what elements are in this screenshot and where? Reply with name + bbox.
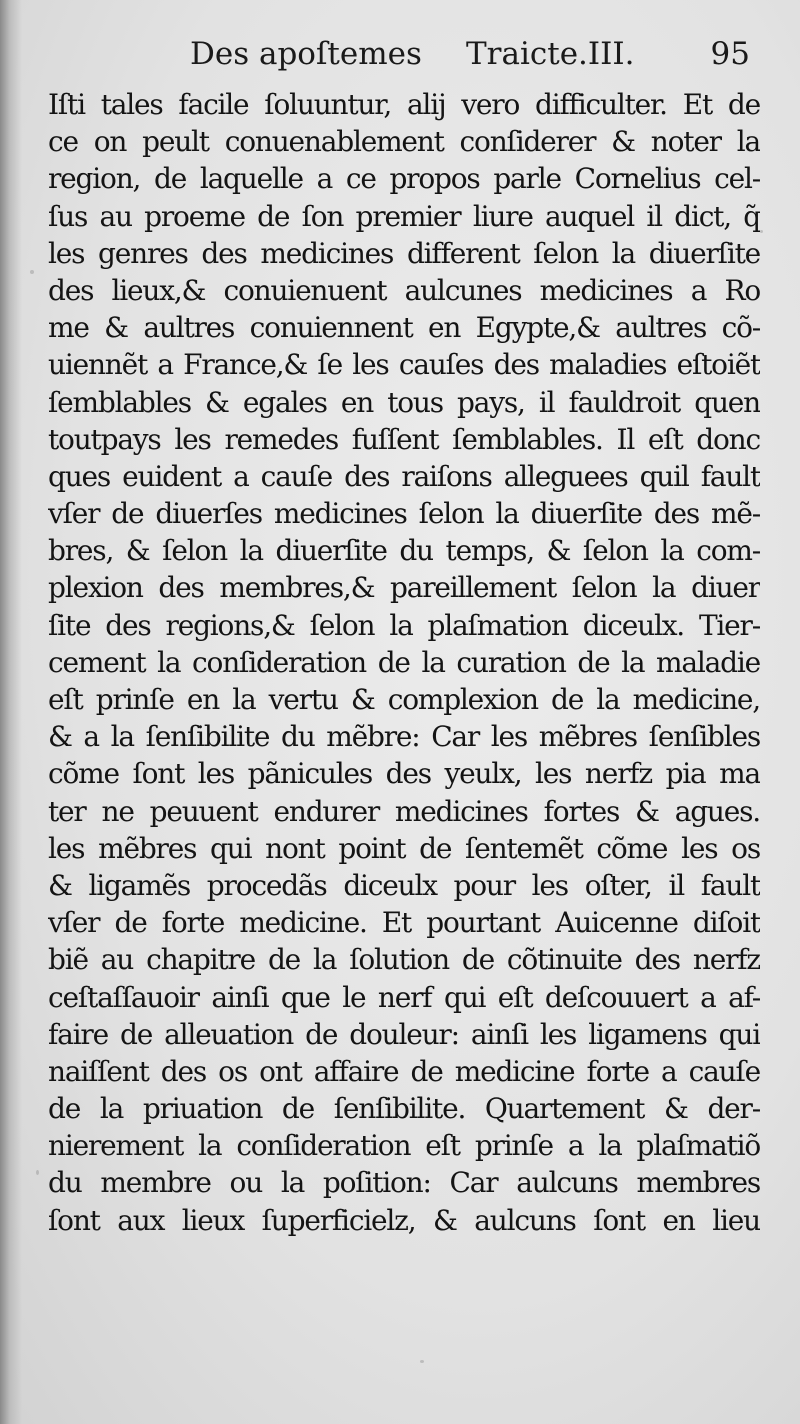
text-line: biẽ au chapitre de la ſolution de cõtinuite des nerfz bbox=[48, 943, 760, 977]
folio-number: 95 bbox=[710, 36, 750, 72]
text-line: ſont aux lieux ſuperficielz, & aulcuns ſont en lieu bbox=[48, 1203, 760, 1237]
text-line: bres, & ſelon la diuerſite du temps, & ſelon la com- bbox=[48, 534, 760, 568]
text-line: plexion des membres,& pareillement ſelon la diuer bbox=[48, 571, 760, 605]
binding-shadow bbox=[0, 0, 22, 1424]
text-line: Iſti tales facile ſoluuntur, alij vero difficulter. Et de bbox=[48, 88, 760, 121]
text-line: ſite des regions,& ſelon la plaſmation diceulx. Tier- bbox=[48, 608, 760, 642]
text-line: vſer de forte medicine. Et pourtant Auicenne diſoit bbox=[48, 906, 760, 940]
paper-speck bbox=[420, 1360, 424, 1363]
text-line: me & aultres conuiennent en Egypte,& aultres cõ- bbox=[48, 311, 760, 345]
text-line: ce on peult conuenablement conſiderer & noter la bbox=[48, 125, 760, 159]
text-line: ſemblables & egales en tous pays, il fauldroit quen bbox=[48, 385, 760, 419]
text-line: cement la conſideration de la curation de la maladie bbox=[48, 645, 760, 679]
text-line: eſt prinſe en la vertu & complexion de la medicine, bbox=[48, 683, 760, 716]
page-header bbox=[190, 28, 750, 80]
text-line: naiſſent des os ont affaire de medicine forte a cauſe bbox=[48, 1054, 760, 1088]
text-line: faire de alleuation de douleur: ainſi les ligamens qui bbox=[48, 1017, 760, 1051]
treatise-label: Traicte.III. bbox=[466, 36, 635, 72]
text-line: vſer de diuerſes medicines ſelon la diuerſite des mẽ- bbox=[48, 497, 760, 531]
text-line: & a la ſenſibilite du mẽbre: Car les mẽbres ſenſibles bbox=[48, 720, 760, 754]
paper-speck bbox=[36, 1170, 39, 1175]
text-line: region, de laquelle a ce propos parle Cornelius cel- bbox=[48, 162, 760, 196]
text-line: ceſtaſſauoir ainſi que le nerf qui eſt deſcouuert a af- bbox=[48, 980, 760, 1014]
running-title: Des apoſtemes bbox=[190, 36, 422, 72]
text-line: & ligamẽs procedãs diceulx pour les oſter, il fault bbox=[48, 868, 760, 902]
text-line: nierement la conſideration eſt prinſe a la plaſmatiõ bbox=[48, 1129, 760, 1163]
text-line: cõme ſont les pãnicules des yeulx, les nerfz pia ma bbox=[48, 757, 760, 791]
text-line: de la priuation de ſenſibilite. Quartement & der- bbox=[48, 1092, 760, 1126]
text-line: uiennẽt a France,& ſe les cauſes des maladies eſtoiẽt bbox=[48, 348, 760, 382]
paper-speck bbox=[760, 230, 763, 233]
text-line: les mẽbres qui nont point de ſentemẽt cõme les os bbox=[48, 831, 760, 865]
text-line: du membre ou la poſition: Car aulcuns membres bbox=[48, 1166, 760, 1200]
text-line: les genres des medicines different ſelon la diuerſite bbox=[48, 236, 760, 270]
body-text bbox=[48, 86, 760, 1239]
text-line: ques euident a cauſe des raiſons alleguees quil fault bbox=[48, 459, 760, 493]
text-line: ter ne peuuent endurer medicines fortes & agues. bbox=[48, 794, 760, 828]
paper-speck bbox=[30, 270, 34, 274]
text-line: toutpays les remedes fuſſent ſemblables. Il eſt donc bbox=[48, 422, 760, 456]
text-line: ſus au proeme de ſon premier liure auquel il dict, q̃ bbox=[48, 199, 760, 233]
text-line: des lieux,& conuienuent aulcunes medicines a Ro bbox=[48, 273, 760, 307]
